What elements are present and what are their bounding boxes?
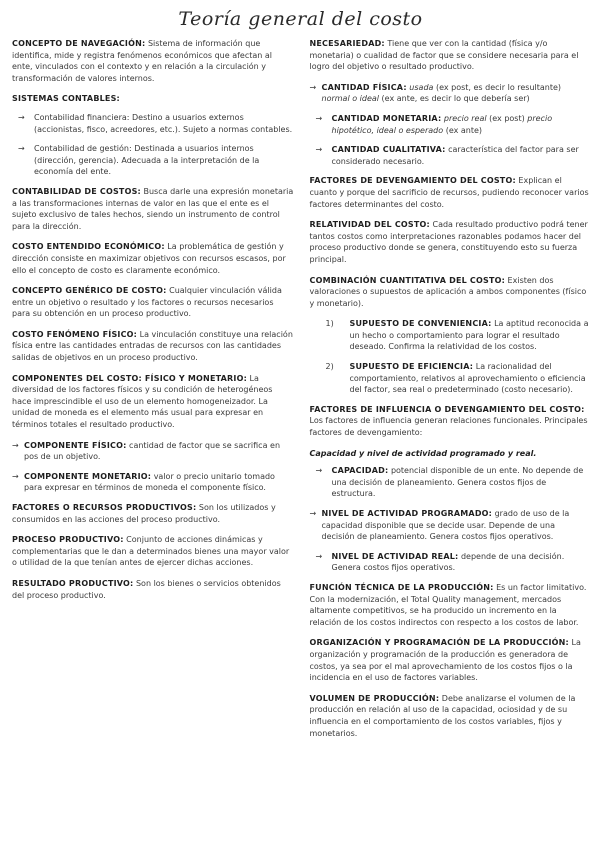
list-item: → Contabilidad financiera: Destino a usuarios externos (accionistas, fisco, acreedores, etc.). Sujeto a normas contables. [18,112,293,134]
arrow-icon: → [315,466,323,476]
list-item: → NIVEL DE ACTIVIDAD PROGRAMADO: grado de uso de la capacidad disponible que se decide usar. Depende de una decisión de planeamiento. Genera costos fijos operativos. [309,509,570,542]
paragraph: FACTORES DE DEVENGAMIENTO DEL COSTO: Explican el cuanto y porque del sacrificio de recursos, pudiendo reconocer varios factores determinantes del costo. [309,176,589,209]
paragraph: COMPONENTES DEL COSTO: FÍSICO Y MONETARIO: La diversidad de los factores físicos y su condición de heterogéneos hace imprescindible el uso de un elemento homogeneizador. La unidad de moneda es el elemento más usual para expresar en términos totales el resultado productivo. [12,373,273,430]
paragraph: FUNCIÓN TÉCNICA DE LA PRODUCCIÓN: Es un factor limitativo. Con la modernización, el Total Quality management, mercados altamente competitivos, se ha producido un incremento en la relación de los costos indirectos con respecto a los costos de labor. [309,582,587,627]
list-item: → CANTIDAD MONETARIA: precio real (ex post) precio hipotético, ideal o esperado (ex ante) [315,113,553,135]
paragraph: CONTABILIDAD DE COSTOS: Busca darle una expresión monetaria a las transformaciones internas de valor en las que el ente es el sujeto exclusivo de tales hechos, siendo un instrumento de control para la dirección. [12,186,294,231]
list-item: 2) SUPUESTO DE EFICIENCIA: La racionalidad del comportamiento, relativos al aprovechamiento o eficiencia del factor, sea real o predeterminado (costo necesario). [325,362,586,395]
paragraph: PROCESO PRODUCTIVO: Conjunto de acciones dinámicas y complementarias que le dan a determinados bienes una mayor valor o utilidad de la que tenían antes de ejercer dichas acciones. [12,535,290,568]
arrow-icon: → [18,144,25,154]
list-item: 1) SUPUESTO DE CONVENIENCIA: La aptitud reconocida a un hecho o comportamiento para lograr el resultado deseado. Confirma la relatividad de los costos. [325,319,589,352]
left-column [12,38,294,748]
arrow-icon: → [12,471,19,481]
page-title: Teoría general del costo [178,8,423,30]
paragraph: ORGANIZACIÓN Y PROGRAMACIÓN DE LA PRODUCCIÓN: La organización y programación de la producción es generadora de costos, ya sea por el mal aprovechamiento de los costos fijos o la incidencia en el uso de factores variables. [309,638,581,683]
arrow-icon: → [315,113,323,123]
arrow-icon: → [12,440,19,450]
list-item: → CANTIDAD CUALITATIVA: característica del factor para ser considerado necesario. [315,145,579,166]
arrow-icon: → [309,509,317,518]
arrow-icon: → [18,112,25,122]
paragraph: VOLUMEN DE PRODUCCIÓN: Debe analizarse el volumen de la producción en relación al uso de la capacidad, ociosidad y de su influencia en el comportamiento de los costos variables, fijos y monetarios. [309,693,576,738]
paragraph: CONCEPTO GENÉRICO DE COSTO: Cualquier vinculación válida entre un objetivo o resultado y los factores o recursos necesarios para su obtención en un proceso productivo. [12,286,282,319]
list-number: 2) [325,362,334,372]
columns [12,38,589,748]
paragraph: FACTORES O RECURSOS PRODUCTIVOS: Son los utilizados y consumidos en las acciones del proceso productivo. [12,503,276,524]
paragraph-concepto: CONCEPTO DE NAVEGACIÓN: Sistema de información que identifica, mide y registra fenómenos económicos que afectan al ente, vinculados con el contexto y en relación a la circulación y transformación de valores internos. [12,39,273,83]
arrow-icon: → [309,82,317,92]
paragraph: FACTORES DE INFLUENCIA O DEVENGAMIENTO DEL COSTO: Los factores de influencia generan relaciones funcionales. Principales factores de devengamiento: [309,404,588,438]
paragraph: RELATIVIDAD DEL COSTO: Cada resultado productivo podrá tener tantos costos como interpretaciones razonables podamos hacer del proceso productivo donde se genera, constituyendo esto su fuerza principal. [309,220,588,264]
arrow-icon: → [315,145,323,155]
list-item: → COMPONENTE MONETARIO: valor o precio unitario tomado para expresar en términos de moneda el componente físico. [12,471,275,493]
arrow-icon: → [315,551,323,561]
list-item: → NIVEL DE ACTIVIDAD REAL: depende de una decisión. Genera costos fijos operativos. [315,551,565,573]
paragraph: COSTO FENÓMENO FÍSICO: La vinculación constituye una relación física entre las cantidades entradas de recursos con las cantidades salidas de objetivos en un proceso productivo. [12,329,293,363]
list-item: → CAPACIDAD: potencial disponible de un ente. No depende de una decisión de planeamiento. Genera costos fijos de estructura. [315,466,584,499]
sistemas-heading: SISTEMAS CONTABLES: [12,94,120,104]
right-column [310,38,590,748]
paragraph: COSTO ENTENDIDO ECONÓMICO: La problemática de gestión y dirección consiste en maximizar objetivos con recursos escasos, por ello el concepto de costo es claramente económico. [12,242,286,275]
paragraph: COMBINACIÓN CUANTITATIVA DEL COSTO: Existen dos valoraciones o supuestos de aplicación a ambos componentes (físico y monetario). [309,275,587,308]
paragraph-necesariedad: NECESARIEDAD: Tiene que ver con la cantidad (física y/o monetaria) o cualidad de factor que se considere necesaria para el logro del objetivo o resultado productivo. [309,39,579,72]
paragraph: RESULTADO PRODUCTIVO: Son los bienes o servicios obtenidos del proceso productivo. [12,578,281,600]
list-item: → Contabilidad de gestión: Destinada a usuarios internos (dirección, gerencia). Adecuada a la interpretación de la economía del ente. [18,144,260,177]
list-number: 1) [325,319,334,329]
list-item: → CANTIDAD FÍSICA: usada (ex post, es decir lo resultante) normal o ideal (ex ante, es decir lo que debería ser) [309,82,562,104]
capacidad-heading: Capacidad y nivel de actividad programado y real. [309,448,537,458]
list-item: → COMPONENTE FÍSICO: cantidad de factor que se sacrifica en pos de un objetivo. [12,440,281,462]
